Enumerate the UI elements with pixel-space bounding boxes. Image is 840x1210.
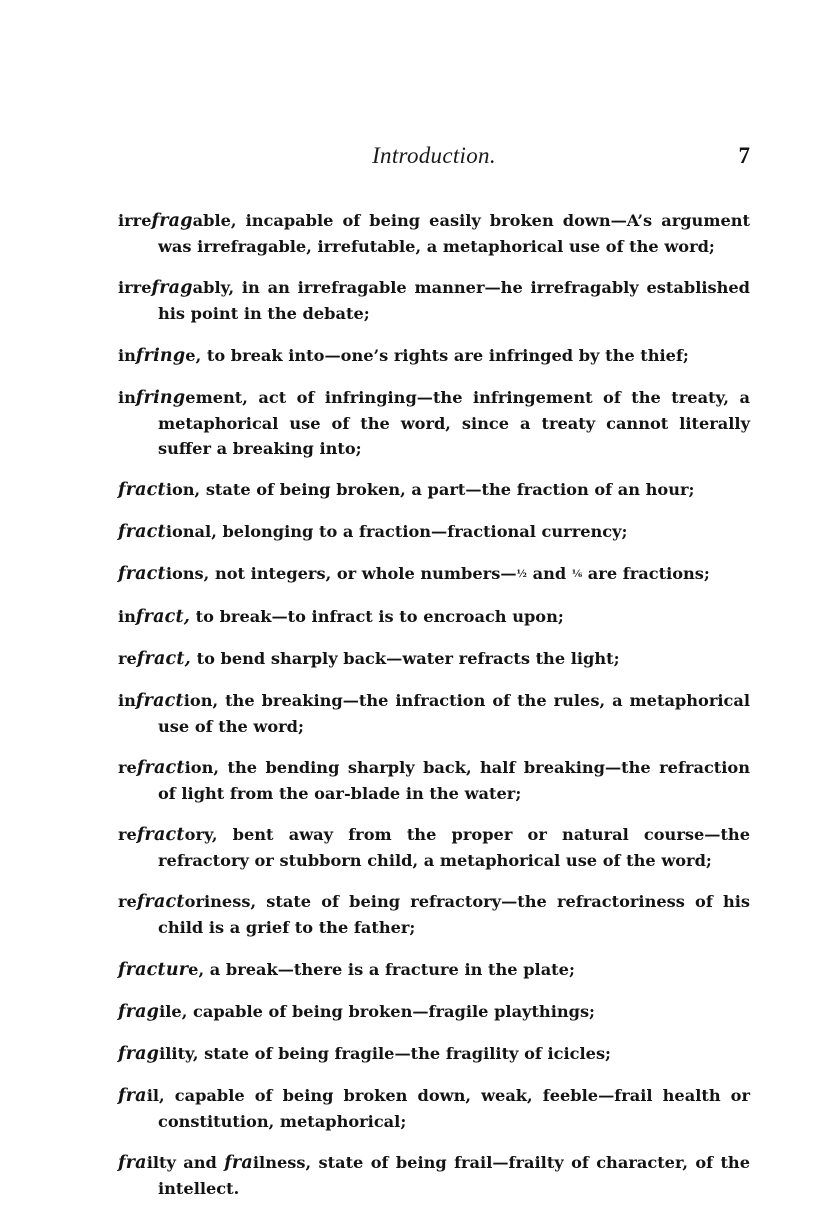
- page-header: [118, 143, 750, 173]
- entry-irrefragable: irrefragable, incapable of being easily broken down—A’s argument was irrefragable, irrefutable, a metaphorical use of the word;: [118, 211, 750, 257]
- page-number: 7: [738, 143, 750, 168]
- running-title: Introduction.: [372, 143, 496, 168]
- entry-refract: refract, to bend sharply back—water refracts the light;: [118, 648, 620, 669]
- entry-refraction: refraction, the bending sharply back, half breaking—the refraction of light from the oar-blade in the water;: [118, 758, 750, 804]
- entry-infract: infract, to break—to infract is to encroach upon;: [118, 606, 564, 627]
- entry-fractional: fractional, belonging to a fraction—fractional currency;: [118, 522, 628, 543]
- entry-infringement: infringement, act of infringing—the infringement of the treaty, a metaphorical use of the word, since a treaty cannot literally suffer a breaking into;: [118, 387, 750, 458]
- entry-infraction: infraction, the breaking—the infraction of the rules, a metaphorical use of the word;: [118, 690, 750, 736]
- entry-frailty: frailty and frailness, state of being frail—frailty of character, of the intellect.: [118, 1153, 750, 1199]
- entry-refractoriness: refractoriness, state of being refractory—the refractoriness of his child is a grief to the father;: [118, 892, 750, 938]
- entry-irrefragably: irrefragably, in an irrefragable manner—he irrefragably established his point in the debate;: [118, 278, 750, 324]
- entry-infringe: infringe, to break into—one’s rights are infringed by the thief;: [118, 345, 689, 366]
- entry-fragile: fragile, capable of being broken—fragile playthings;: [118, 1001, 596, 1022]
- entry-fragility: fragility, state of being fragile—the fragility of icicles;: [118, 1044, 612, 1064]
- entry-fracture: fracture, a break—there is a fracture in the plate;: [118, 959, 575, 980]
- entry-fraction: fraction, state of being broken, a part—the fraction of an hour;: [118, 479, 695, 500]
- entry-refractory: refractory, bent away from the proper or natural course—the refractory or stubborn child, a metaphorical use of the word;: [118, 825, 750, 871]
- entry-fractions: fractions, not integers, or whole numbers—½ and ⅙ are fractions;: [118, 564, 710, 585]
- dictionary-entries: [118, 192, 750, 1210]
- entry-frail: frail, capable of being broken down, weak, feeble—frail health or constitution, metaphorical;: [118, 1086, 750, 1132]
